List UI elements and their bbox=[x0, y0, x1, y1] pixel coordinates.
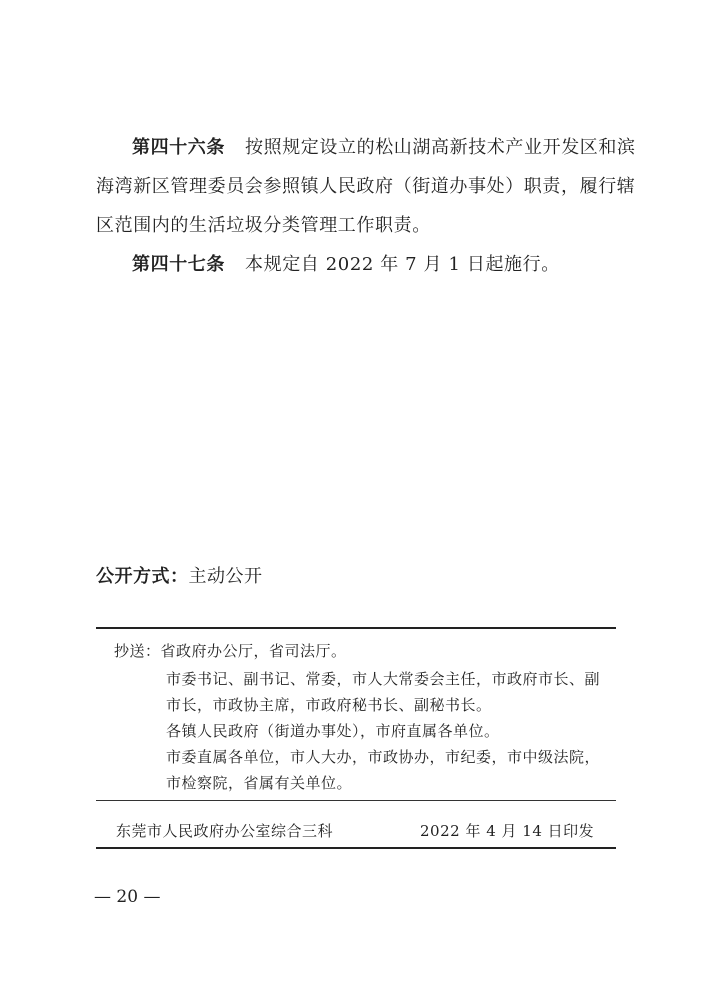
divider-top bbox=[96, 627, 616, 629]
divider-bottom bbox=[96, 847, 616, 849]
cc-first-line bbox=[114, 640, 347, 661]
article-47-text: 本规定自 2022 年 7 月 1 日起施行。 bbox=[245, 254, 560, 275]
cc-label: 抄送： bbox=[114, 642, 161, 660]
disclosure-method bbox=[96, 562, 263, 588]
article-46-line-3: 区范围内的生活垃圾分类管理工作职责。 bbox=[96, 215, 431, 236]
cc-line-1: 市委书记、副书记、常委，市人大常委会主任，市政府市长、副 bbox=[166, 670, 601, 688]
article-46-heading: 第四十六条 bbox=[132, 137, 225, 158]
cc-line-2: 市长，市政协主席，市政府秘书长、副秘书长。 bbox=[166, 696, 492, 714]
article-47-heading: 第四十七条 bbox=[132, 254, 225, 275]
disclosure-value: 主动公开 bbox=[188, 566, 263, 587]
article-46-line-1: 按照规定设立的松山湖高新技术产业开发区和滨 bbox=[245, 137, 636, 158]
divider-middle bbox=[96, 800, 616, 801]
article-46-line-2: 海湾新区管理委员会参照镇人民政府（街道办事处）职责，履行辖 bbox=[96, 176, 636, 197]
cc-line-5: 市检察院，省属有关单位。 bbox=[166, 774, 353, 792]
issue-date: 2022 年 4 月 14 日印发 bbox=[420, 822, 595, 840]
cc-line-3: 各镇人民政府（街道办事处），市府直属各单位。 bbox=[166, 722, 500, 740]
issuer-office: 东莞市人民政府办公室综合三科 bbox=[116, 822, 334, 840]
page-number: — 20 — bbox=[94, 887, 161, 907]
cc-first-recipients: 省政府办公厅，省司法厅。 bbox=[160, 642, 347, 660]
cc-line-4: 市委直属各单位，市人大办，市政协办，市纪委，市中级法院， bbox=[166, 748, 601, 766]
disclosure-label: 公开方式： bbox=[96, 566, 189, 587]
